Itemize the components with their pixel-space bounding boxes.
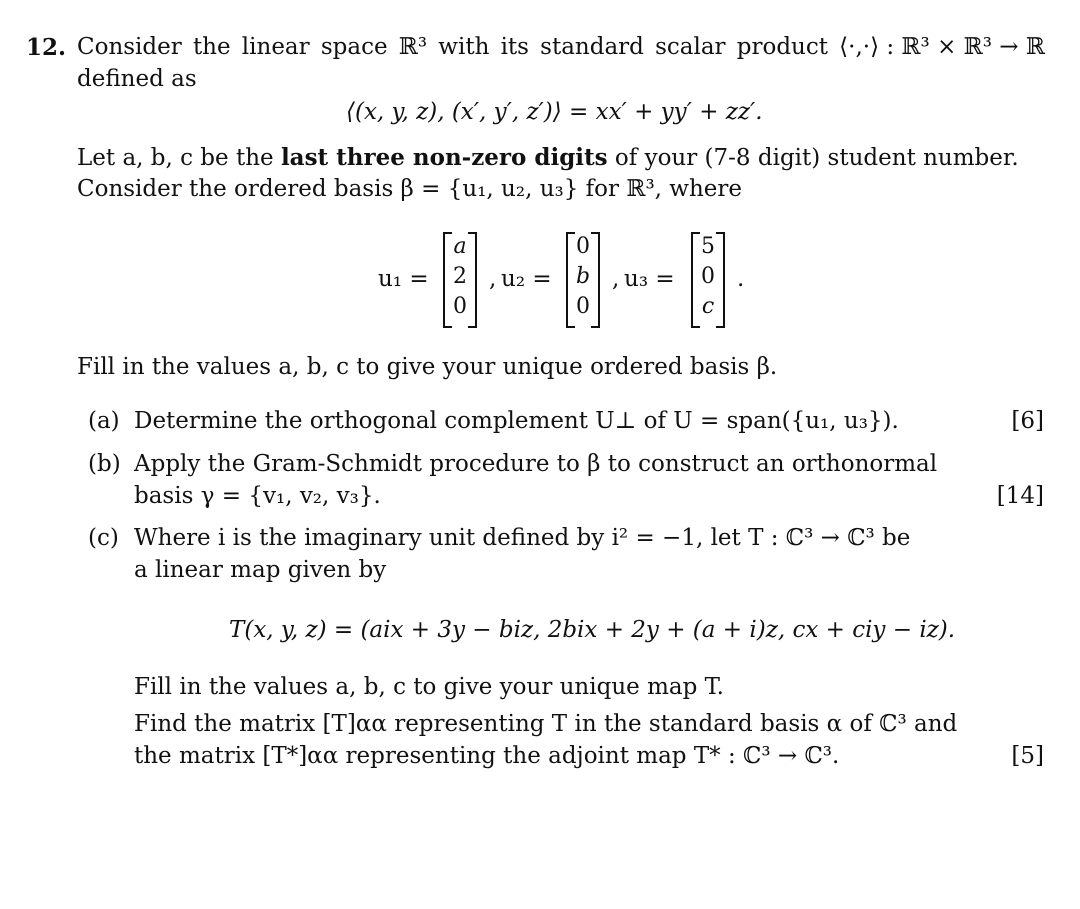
intro-word: its xyxy=(500,34,529,60)
map-t-equation: T(x, y, z) = (aix + 3y − biz, 2bix + 2y + (a + i)z, cx + ciy − iz). xyxy=(229,617,956,643)
vector-entry: 0 xyxy=(576,234,590,259)
fill-in-basis: Fill in the values a, b, c to give your unique ordered basis β. xyxy=(77,354,778,380)
part-c-line-4: Find the matrix [T]αα representing T in the standard basis α of ℂ³ and xyxy=(134,711,958,737)
part-c-label: (c) xyxy=(88,525,119,551)
vector-entry: a xyxy=(453,234,467,259)
vector-entry: b xyxy=(575,264,591,289)
part-a-text: Determine the orthogonal complement U⊥ of U = span({u₁, u₃}). xyxy=(134,408,899,434)
part-b-line-2: basis γ = {v₁, v₂, v₃}. xyxy=(134,483,381,509)
vector-u3 xyxy=(691,232,725,326)
intro-word: ℝ³ xyxy=(398,34,428,60)
intro-word: space xyxy=(320,34,388,60)
vector-entry: 0 xyxy=(576,294,590,319)
intro-word: product xyxy=(736,34,828,60)
vector-separator: , xyxy=(489,266,497,292)
intro-word: the xyxy=(192,34,231,60)
bracket-right xyxy=(716,232,725,328)
vector-terminator: . xyxy=(737,266,745,292)
intro-word: Consider xyxy=(77,34,182,60)
part-c-line-1: Where i is the imaginary unit defined by i² = −1, let T : ℂ³ → ℂ³ be xyxy=(134,525,911,551)
scalar-product-equation: ⟨(x, y, z), (x′, y′, z′)⟩ = xx′ + yy′ + zz′. xyxy=(346,99,763,125)
basis-line-1-bold: last three non-zero digits xyxy=(280,144,608,171)
vector-u1 xyxy=(443,232,477,326)
intro-word: with xyxy=(438,34,490,60)
part-c-line-3: Fill in the values a, b, c to give your unique map T. xyxy=(134,674,724,700)
part-b-marks: [14] xyxy=(996,483,1044,509)
part-b-line-1: Apply the Gram-Schmidt procedure to β to construct an orthonormal xyxy=(134,451,938,477)
intro-line-1 xyxy=(77,36,1045,59)
part-a-label: (a) xyxy=(88,408,120,434)
part-b-label: (b) xyxy=(88,451,121,477)
part-a-marks: [6] xyxy=(1011,408,1044,434)
intro-word: standard xyxy=(540,34,644,60)
basis-line-1-pre: Let a, b, c be the xyxy=(77,145,274,171)
bracket-right xyxy=(591,232,600,328)
part-c-line-5: the matrix [T*]αα representing the adjoint map T* : ℂ³ → ℂ³. xyxy=(134,743,840,769)
vector-u1-label: u₁ = xyxy=(378,266,429,292)
intro-line-2: defined as xyxy=(77,66,197,92)
vector-entry: 5 xyxy=(701,234,715,259)
vector-u2-label: u₂ = xyxy=(501,266,552,292)
vector-entry: 2 xyxy=(453,264,467,289)
vector-entry: 0 xyxy=(453,294,467,319)
basis-line-1 xyxy=(77,146,1019,170)
vector-entry: 0 xyxy=(701,264,715,289)
intro-word: linear xyxy=(241,34,310,60)
vector-entry: c xyxy=(701,294,715,319)
vector-u3-label: u₃ = xyxy=(624,266,675,292)
part-c-marks: [5] xyxy=(1011,743,1044,769)
intro-word: scalar xyxy=(655,34,726,60)
part-c-line-2: a linear map given by xyxy=(134,557,387,583)
vector-separator: , xyxy=(612,266,620,292)
basis-line-1-post: of your (7-8 digit) student number. xyxy=(614,145,1019,171)
problem-number: 12. xyxy=(26,34,67,61)
vector-u2 xyxy=(566,232,600,326)
basis-line-2: Consider the ordered basis β = {u₁, u₂, u₃} for ℝ³, where xyxy=(77,176,743,202)
bracket-right xyxy=(468,232,477,328)
intro-word: ⟨·,·⟩ : ℝ³ × ℝ³ → ℝ xyxy=(839,34,1045,60)
